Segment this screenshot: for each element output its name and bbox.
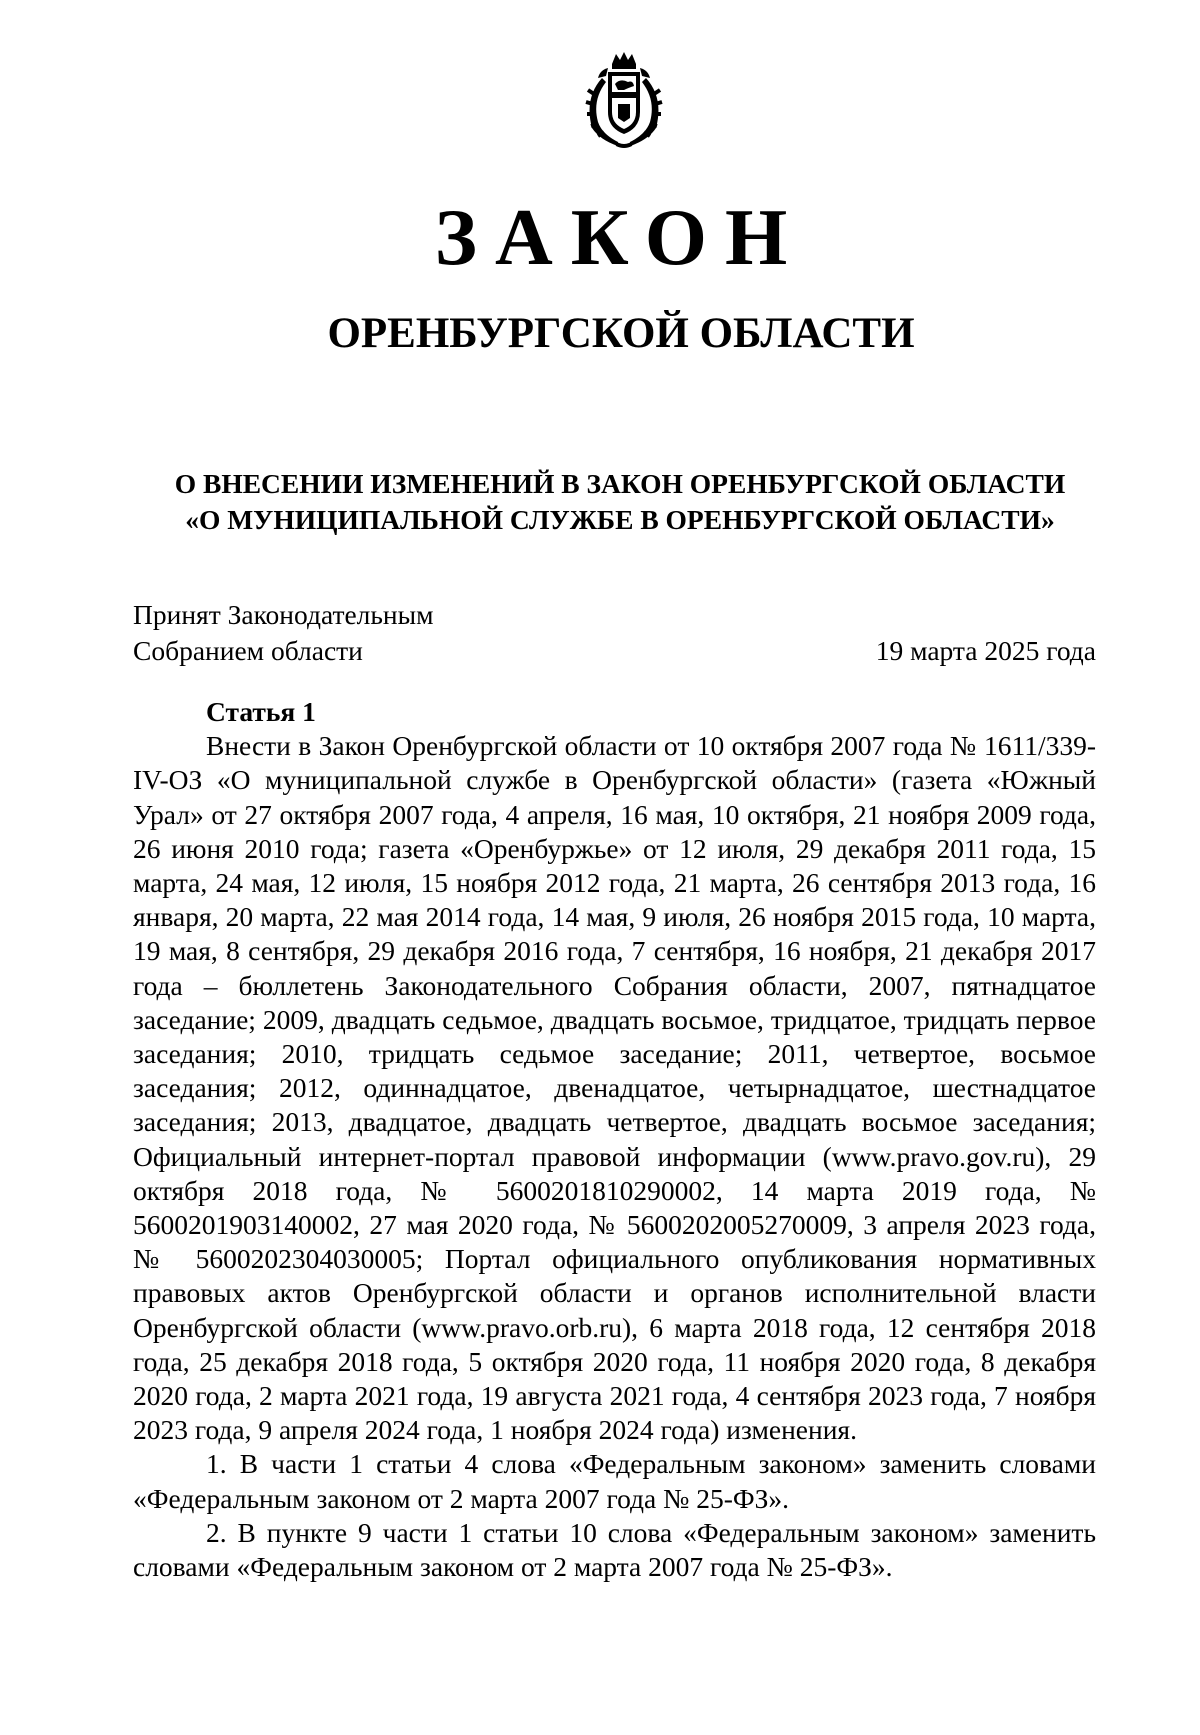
article-intro-paragraph: Внести в Закон Оренбургской области от 10 октября 2007 года № 1611/339-IV-ОЗ «О муниципальной службе в Оренбургской области» (газета «Южный Урал» от 27 октября 2007 года, 4 апреля, 16 мая, 10 октября, 21 ноября 2009 года, 26 июня 2010 года; газета «Оренбуржье» от 12 июля, 29 декабря 2011 года, 15 марта, 24 мая, 12 июля, 15 ноября 2012 года, 21 марта, 26 сентября 2013 года, 16 января, 20 марта, 22 мая 2014 года, 14 мая, 9 июля, 26 ноября 2015 года, 10 марта, 19 мая, 8 сентября, 29 декабря 2016 года, 7 сентября, 16 ноября, 21 декабря 2017 года – бюллетень Законодательного Собрания области, 2007, пятнадцатое заседание; 2009, двадцать седьмое, двадцать восьмое, тридцатое, тридцать первое заседания; 2010, тридцать седьмое заседание; 2011, четвертое, восьмое заседания; 2012, одиннадцатое, двенадцатое, четырнадцатое, шестнадцатое заседания; 2013, двадцатое, двадцать четвертое, двадцать восьмое заседания; Официальный интернет-портал правовой информации (www.pravo.gov.ru), 29 октября 2018 года, № 5600201810290002, 14 марта 2019 года, № 5600201903140002, 27 мая 2020 года, № 5600202005270009, 3 апреля 2023 года, № 5600202304030005; Портал официального опубликования нормативных правовых актов Оренбургской области и органов исполнительной власти Оренбургской области (www.pravo.orb.ru), 6 марта 2018 года, 12 сентября 2018 года, 25 декабря 2018 года, 5 октября 2020 года, 11 ноября 2020 года, 8 декабря 2020 года, 2 марта 2021 года, 19 августа 2021 года, 4 сентября 2023 года, 7 ноября 2023 года, 9 апреля 2024 года, 1 ноября 2024 года) изменения. (133, 730, 1096, 1446)
article-item: 2. В пункте 9 части 1 статьи 10 слова «Федеральным законом» заменить словами «Федеральным законом от 2 марта 2007 года № 25-ФЗ». (133, 1516, 1096, 1583)
article-item: 1. В части 1 статьи 4 слова «Федеральным законом» заменить словами «Федеральным законом от 2 марта 2007 года № 25-ФЗ». (133, 1448, 1096, 1514)
article-body (133, 695, 1096, 1584)
law-name (130, 466, 1110, 538)
law-name-line: «О МУНИЦИПАЛЬНОЙ СЛУЖБЕ В ОРЕНБУРГСКОЙ ОБЛАСТИ» (185, 504, 1055, 535)
law-name-line: О ВНЕСЕНИИ ИЗМЕНЕНИЙ В ЗАКОН ОРЕНБУРГСКОЙ ОБЛАСТИ (174, 468, 1066, 499)
adoption-line: Принят Законодательным (133, 599, 434, 630)
adoption-line: Собранием области (133, 635, 363, 666)
coat-of-arms-icon (578, 50, 670, 150)
adoption-date: 19 марта 2025 года (875, 635, 1096, 666)
adoption-block (133, 597, 1096, 669)
article-heading: Статья 1 (206, 696, 316, 727)
document-subtitle: ОРЕНБУРГСКОЙ ОБЛАСТИ (327, 310, 915, 357)
document-title: ЗАКОН (434, 194, 806, 282)
